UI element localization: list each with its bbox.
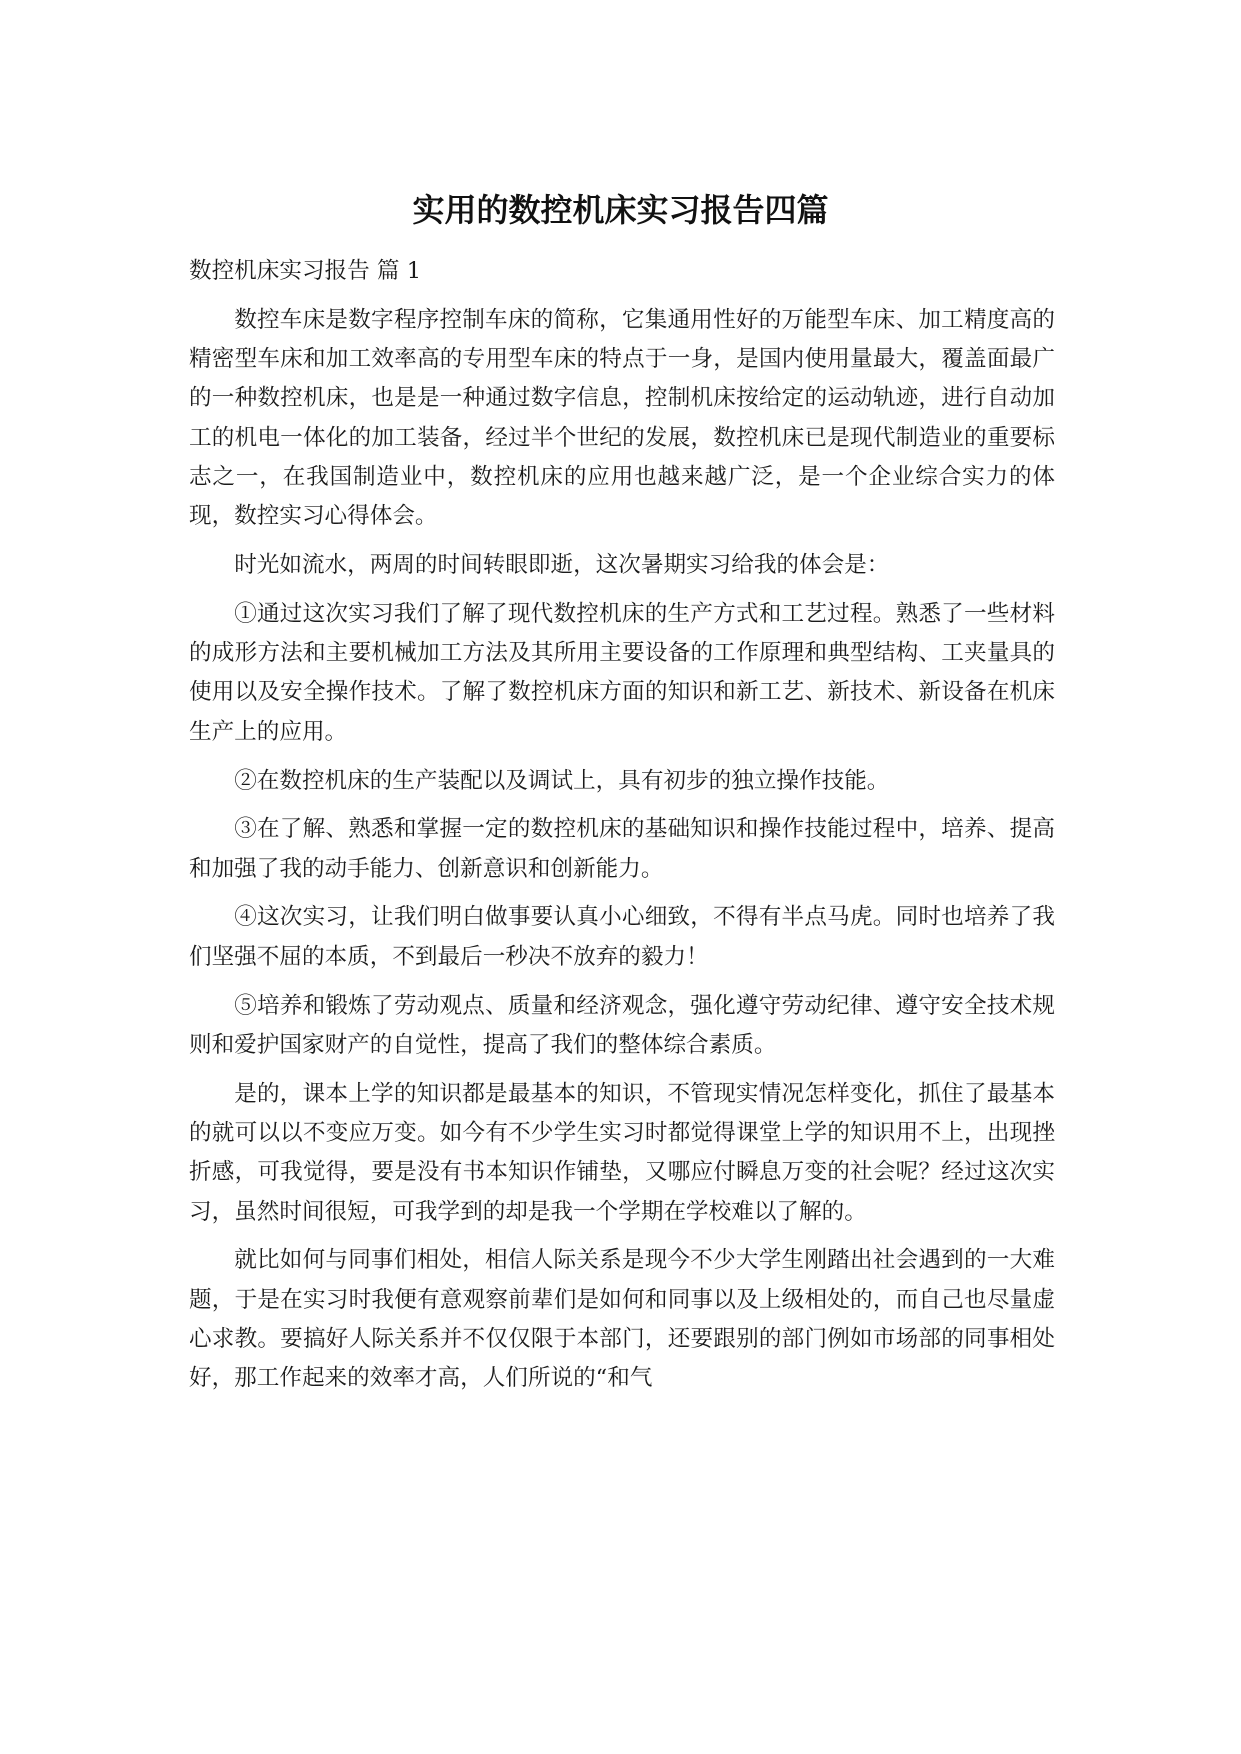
paragraph: 数控车床是数字程序控制车床的简称，它集通用性好的万能型车床、加工精度高的精密型车床和加工效率高的专用型车床的特点于一身，是国内使用量最大，覆盖面最广的一种数控机床，也是是一种通过数字信息，控制机床按给定的运动轨迹，进行自动加工的机电一体化的加工装备，经过半个世纪的发展，数控机床已是现代制造业的重要标志之一，在我国制造业中，数控机床的应用也越来越广泛，是一个企业综合实力的体现，数控实习心得体会。 bbox=[189, 306, 1055, 530]
paragraph: 就比如何与同事们相处，相信人际关系是现今不少大学生刚踏出社会遇到的一大难题，于是在实习时我便有意观察前辈们是如何和同事以及上级相处的，而自己也尽量虚心求教。要搞好人际关系并不仅仅限于本部门，还要跟别的部门例如市场部的同事相处好，那工作起来的效率才高，人们所说的“和气 bbox=[189, 1247, 1055, 1392]
document-body bbox=[189, 252, 1055, 1399]
document-title: 实用的数控机床实习报告四篇 bbox=[412, 191, 829, 229]
paragraph: ④这次实习，让我们明白做事要认真小心细致，不得有半点马虎。同时也培养了我们坚强不屈的本质，不到最后一秒决不放弃的毅力！ bbox=[189, 904, 1055, 970]
section-heading: 数控机床实习报告 篇 1 bbox=[189, 258, 422, 284]
paragraph: ③在了解、熟悉和掌握一定的数控机床的基础知识和操作技能过程中，培养、提高和加强了我的动手能力、创新意识和创新能力。 bbox=[189, 816, 1055, 882]
paragraph: ①通过这次实习我们了解了现代数控机床的生产方式和工艺过程。熟悉了一些材料的成形方法和主要机械加工方法及其所用主要设备的工作原理和典型结构、工夹量具的使用以及安全操作技术。了解了数控机床方面的知识和新工艺、新技术、新设备在机床生产上的应用。 bbox=[189, 600, 1055, 745]
paragraph: 时光如流水，两周的时间转眼即逝，这次暑期实习给我的体会是： bbox=[234, 552, 890, 579]
paragraph: ⑤培养和锻炼了劳动观点、质量和经济观念，强化遵守劳动纪律、遵守安全技术规则和爱护国家财产的自觉性，提高了我们的整体综合素质。 bbox=[189, 992, 1055, 1058]
paragraph: ②在数控机床的生产装配以及调试上，具有初步的独立操作技能。 bbox=[234, 767, 890, 794]
paragraph: 是的，课本上学的知识都是最基本的知识，不管现实情况怎样变化，抓住了最基本的就可以以不变应万变。如今有不少学生实习时都觉得课堂上学的知识用不上，出现挫折感，可我觉得，要是没有书本知识作铺垫，又哪应付瞬息万变的社会呢？经过这次实习，虽然时间很短，可我学到的却是我一个学期在学校难以了解的。 bbox=[189, 1080, 1055, 1225]
